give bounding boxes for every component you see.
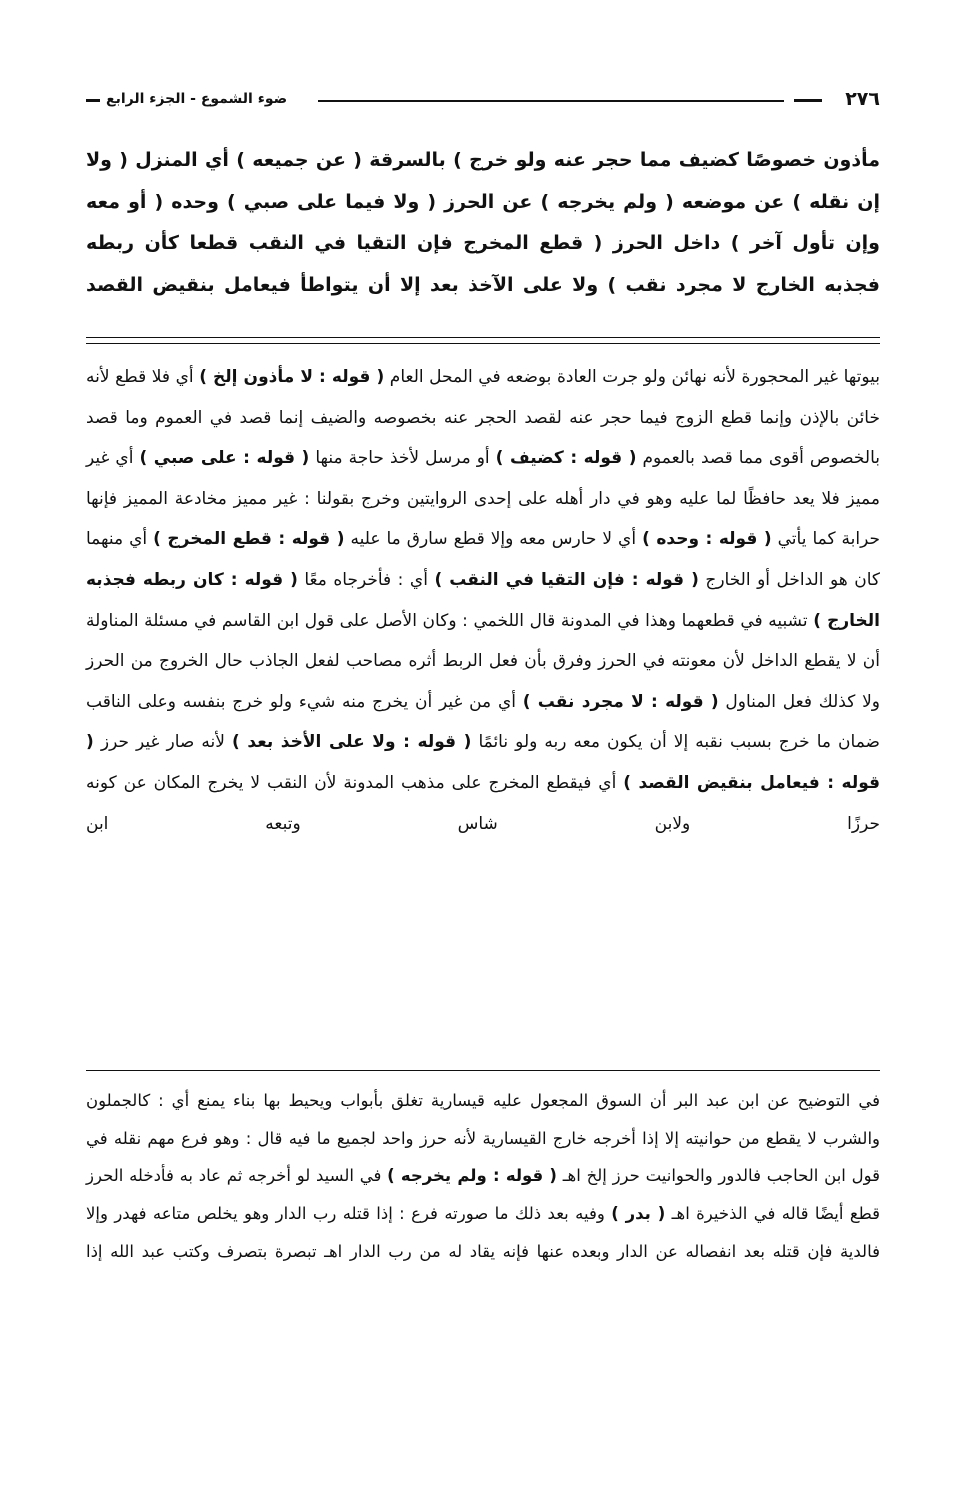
sharh-text-run: أي غير مميز فلا يعد حافظًا لما عليه وهو في دار أهله على إحدى الروايتين وخرج بقولنا : غير مميز مخادعة المميز فإنها حرابة كما يأتي (86, 448, 880, 550)
sharh-text-run: أي من غير أن يخرج منه شيء ولو خرج بنفسه وعلى الناقب ضمان ما خرج بسبب نقبه إلا أن يكون معه ربه ولو نائمًا (86, 691, 880, 753)
sharh-text-run: أي فلا قطع لأنه خائن بالإذن وإنما قطع الزوج فيما حجر عنه لقصد الحجر عنه بخصوصه والضيف إنما قصد في العموم وما قصد بالخصوص أقوى مما قصد بالعموم (86, 367, 880, 469)
page-number: ٢٧٦ (845, 88, 880, 110)
running-header (86, 86, 880, 116)
sharh-heading-run: ( قوله : كان ربطه فجذبه الخارج ) (86, 569, 880, 631)
footnote-separator-rule (86, 1070, 880, 1071)
hashiya-text-run: في السيد لو أخرجه ثم عاد به فأدخله الحرز قطع أيضًا قاله في الذخيرة اهـ (86, 1166, 881, 1224)
hashiya-text-run: وفيه بعد ذلك ما صورته فرع : إذا قتله رب الدار وهو يخلص متاعه فهدر وإلا فالدية فإن قتله بعد انفصاله عن الدار وبعده عنها فإنه يقاد له من رب الدار اهـ تبصرة بتصرف وكتب عبد الله إذا (86, 1204, 880, 1261)
sharh-heading-run: ( قوله : ولا على الأخذ بعد ) (232, 732, 472, 753)
header-rule (318, 100, 784, 102)
sharh-text-run: أي : فأخرجاه معًا (297, 569, 435, 590)
sharh-heading-run: ( قوله : لا مأذون إلخ ) (199, 367, 385, 387)
sharh-heading-run: ( قوله : فيعامل بنقيض القصد ) (86, 732, 880, 793)
sharh-text-run: لأنه صار غير حرز (93, 732, 233, 753)
double-separator-rule (86, 337, 880, 344)
sharh-heading-run: ( قوله : على صبي ) (139, 448, 310, 469)
hashiya-text-run: في التوضيح عن ابن عبد البر أن السوق المجعول عليه قيسارية تغلق بأبواب ويحيط بها بناء يمنع أي : كالجملون والشرب لا يقطع من حوانيته إلا إذا أخرجه خارج القيسارية لأنه حرز واحد لجميع ما فيه قال : وهو فرع مهم نقله في قول ابن الحاجب فالدور والحوانيت حرز إلخ اهـ (86, 1091, 881, 1186)
hashiya-footnote-block (86, 1082, 880, 1271)
sharh-heading-run: ( قوله : وحده ) (642, 529, 772, 550)
sharh-text-run: أي فيقطع المخرج على مذهب المدونة لأن النقب لا يخرج المكان عن كونه حرزًا ولابن شاس وتبعه ابن (86, 772, 880, 834)
sharh-paragraph (86, 357, 880, 844)
header-dash-right (794, 99, 822, 102)
sharh-heading-run: ( قوله : قطع المخرج ) (153, 529, 345, 550)
header-dash-left (86, 99, 100, 102)
running-title: ضوء الشموع - الجزء الرابع (106, 91, 288, 107)
matn-text-block (86, 140, 880, 306)
hashiya-paragraph (86, 1082, 880, 1271)
sharh-commentary-block (86, 357, 880, 844)
hashiya-heading-run: ( قوله : ولم يخرجه ) (387, 1166, 557, 1186)
sharh-heading-run: ( قوله : كضيف ) (495, 448, 637, 469)
matn-paragraph: مأذون خصوصًا كضيف مما حجر عنه ولو خرج ) بالسرقة ( عن جميعه ) أي المنزل ( ولا إن نقله ) عن موضعه ( ولم يخرجه ) عن الحرز ( ولا فيما على صبي ) وحده ( أو معه وإن تأول آخر ) داخل الحرز ( قطع المخرج فإن التقيا في النقب قطعا كأن ربطه فجذبه الخارج لا مجرد نقب ) ولا على الآخذ بعد إلا أن يتواطأ فيعامل بنقيض القصد (86, 149, 880, 296)
sharh-text-run: أي منهما كان هو الداخل أو الخارج (86, 529, 880, 590)
sharh-text-run: أو مرسل لأخذ حاجة منها (309, 448, 496, 469)
sharh-text-run: بيوتها غير المحجورة لأنه نهائن ولو جرت العادة بوضعه في المحل العام (384, 367, 880, 387)
hashiya-heading-run: ( بدر ) (611, 1204, 666, 1224)
sharh-text-run: أي لا حارس معه وإلا قطع سارق ما عليه (344, 529, 643, 550)
sharh-text-run: تشبيه في قطعهما وهذا في المدونة قال اللخمي : وكان الأصل على قول ابن القاسم في مسئلة المناولة أن لا يقطع الداخل لأن معونته في الحرز وفرق بأن فعل الربط أثره مصاحب لفعل الجاذب حال الخروج من الحرز ولا كذلك فعل المناول (86, 610, 880, 712)
sharh-heading-run: ( قوله : لا مجرد نقب ) (522, 691, 719, 712)
sharh-heading-run: ( قوله : فإن التقيا في النقب ) (434, 569, 699, 590)
